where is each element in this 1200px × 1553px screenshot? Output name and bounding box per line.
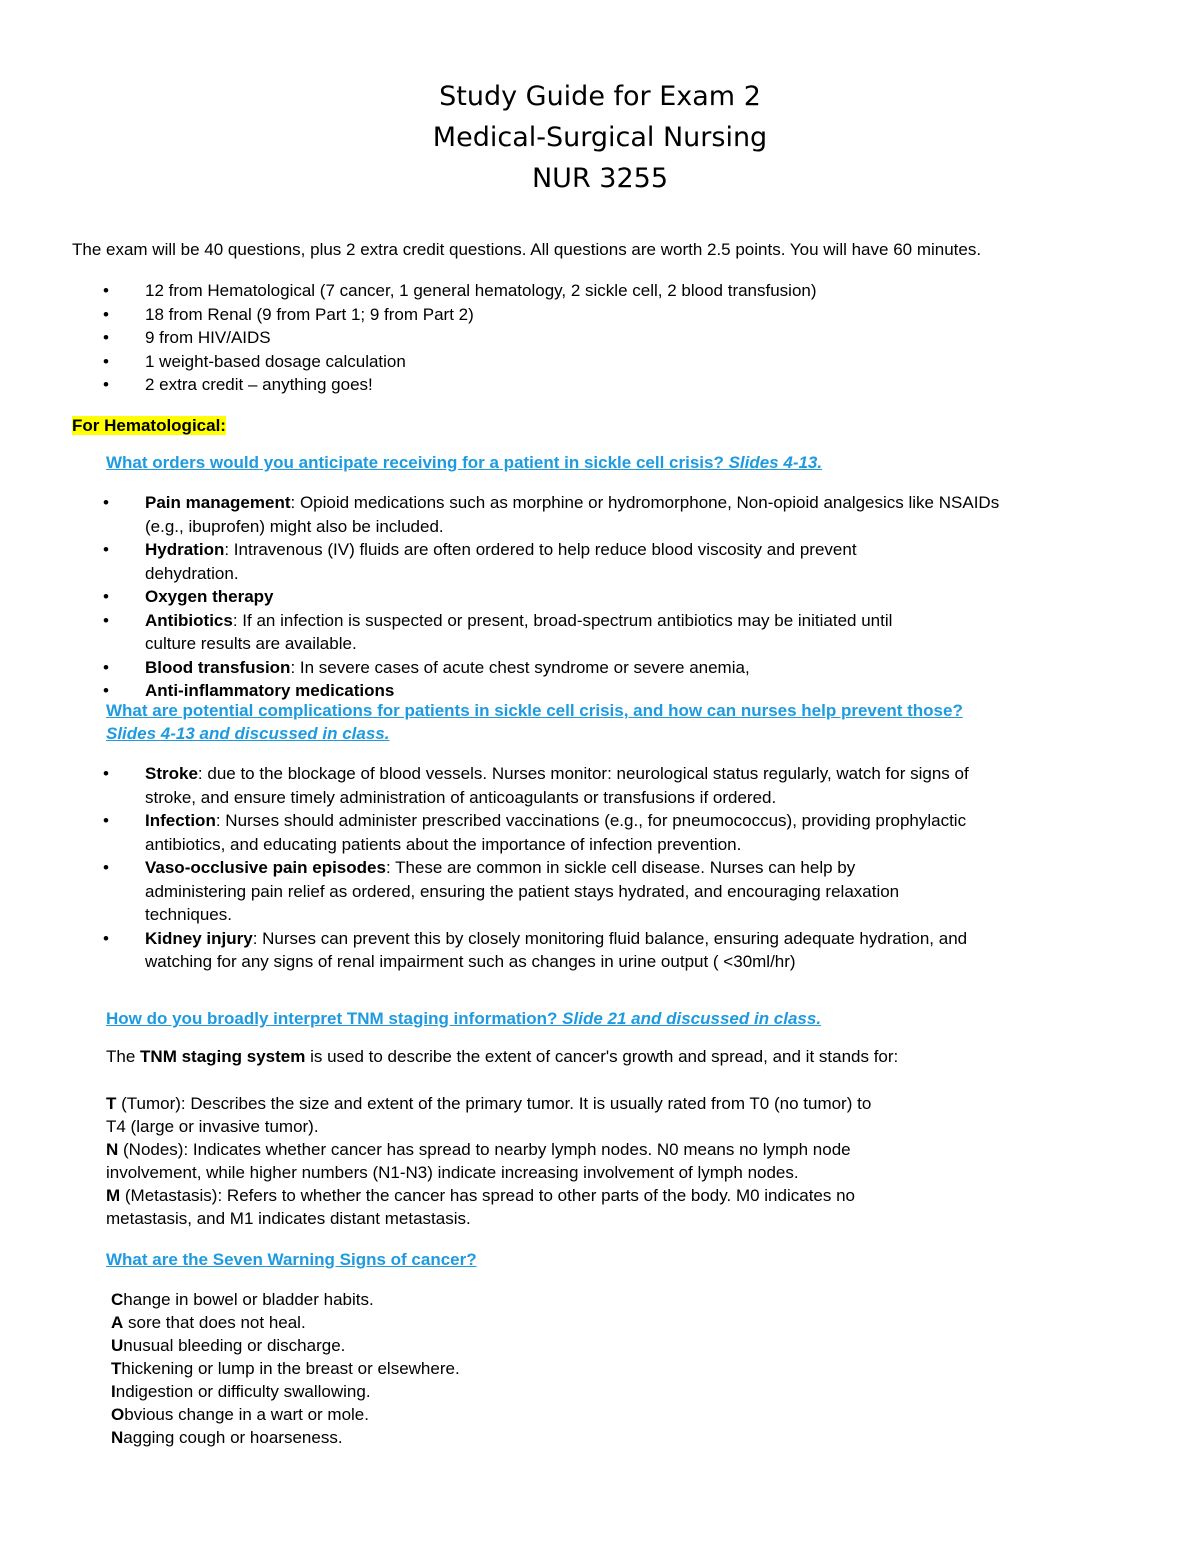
list-item bbox=[103, 762, 969, 809]
tnm-term: TNM staging system bbox=[140, 1047, 306, 1066]
tnm-intro-text: The bbox=[106, 1047, 141, 1066]
tnm-text-continued: T4 (large or invasive tumor). bbox=[106, 1117, 319, 1136]
item-term: Infection bbox=[145, 811, 216, 830]
list-item: • 18 from Renal (9 from Part 1; 9 from Part 2) bbox=[103, 303, 817, 327]
list-item bbox=[111, 1380, 460, 1403]
list-item bbox=[111, 1334, 460, 1357]
item-text-continued: techniques. bbox=[145, 905, 232, 924]
list-item: • 1 weight-based dosage calculation bbox=[103, 350, 817, 374]
list-item bbox=[103, 538, 999, 585]
list-item bbox=[111, 1288, 460, 1311]
list-item bbox=[111, 1311, 460, 1334]
tnm-intro-text: is used to describe the extent of cancer's growth and spread, and it stands for: bbox=[305, 1047, 899, 1066]
slide-reference: Slides 4-13. bbox=[728, 453, 823, 472]
item-text: : due to the blockage of blood vessels. Nurses monitor: neurological status regularly, watch for signs of bbox=[197, 764, 969, 783]
question-text: What orders would you anticipate receiving for a patient in sickle cell crisis? bbox=[106, 453, 729, 472]
section-heading-highlight: For Hematological: bbox=[72, 416, 226, 435]
question-text: What are the Seven Warning Signs of cancer? bbox=[106, 1250, 477, 1269]
tnm-letter: T bbox=[106, 1094, 117, 1113]
complications-list bbox=[103, 762, 969, 974]
tnm-item bbox=[106, 1092, 871, 1115]
item-text: : Nurses can prevent this by closely monitoring fluid balance, ensuring adequate hydration, and bbox=[252, 928, 968, 948]
list-item: • 12 from Hematological (7 cancer, 1 general hematology, 2 sickle cell, 2 blood transfusion) bbox=[103, 279, 817, 303]
tnm-text: (Metastasis): Refers to whether the cancer has spread to other parts of the body. M0 indicates no bbox=[120, 1186, 856, 1205]
question-warning-signs bbox=[106, 1248, 477, 1271]
item-term: Blood transfusion bbox=[145, 657, 291, 677]
tnm-text-continued: metastasis, and M1 indicates distant metastasis. bbox=[106, 1209, 471, 1228]
item-text: : Intravenous (IV) fluids are often ordered to help reduce blood viscosity and prevent bbox=[224, 540, 857, 559]
item-term: Anti-inflammatory medications bbox=[145, 681, 395, 700]
item-term: Pain management bbox=[145, 493, 291, 512]
list-item bbox=[103, 491, 999, 538]
sign-letter: N bbox=[111, 1428, 124, 1447]
document-title: Study Guide for Exam 2 bbox=[439, 81, 761, 112]
item-text: : Nurses should administer prescribed vaccinations (e.g., for pneumococcus), providing prophylactic bbox=[215, 811, 967, 830]
sign-letter: U bbox=[111, 1336, 124, 1355]
item-term: Hydration bbox=[145, 540, 225, 559]
item-term: Antibiotics bbox=[145, 610, 233, 630]
item-term: Vaso-occlusive pain episodes bbox=[145, 858, 386, 877]
slide-reference: Slides 4-13 and discussed in class. bbox=[106, 724, 390, 743]
sign-letter: I bbox=[111, 1382, 116, 1401]
orders-list bbox=[103, 491, 999, 703]
list-item bbox=[111, 1426, 460, 1449]
item-text: : Opioid medications such as morphine or hydromorphone, Non-opioid analgesics like NSAIDs bbox=[290, 493, 1000, 512]
sign-text: sore that does not heal. bbox=[123, 1313, 306, 1332]
tnm-text: (Nodes): Indicates whether cancer has spread to nearby lymph nodes. N0 means no lymph node bbox=[118, 1140, 851, 1159]
list-item: • 2 extra credit – anything goes! bbox=[103, 373, 817, 397]
title-block bbox=[0, 76, 1200, 199]
slide-reference: Slide 21 and discussed in class. bbox=[562, 1009, 822, 1028]
item-text: : These are common in sickle cell disease. Nurses can help by bbox=[385, 858, 856, 877]
warning-signs-list bbox=[111, 1288, 460, 1449]
tnm-letter: M bbox=[106, 1186, 121, 1205]
sign-text: hickening or lump in the breast or elsewhere. bbox=[121, 1359, 460, 1378]
exam-breakdown-list bbox=[103, 279, 817, 397]
tnm-definitions bbox=[106, 1092, 871, 1230]
tnm-text: (Tumor): Describes the size and extent of the primary tumor. It is usually rated from T0 (no tumor) to bbox=[116, 1094, 872, 1113]
item-term: Oxygen therapy bbox=[145, 587, 274, 606]
list-item bbox=[103, 809, 969, 856]
sign-text: bvious change in a wart or mole. bbox=[124, 1405, 369, 1424]
tnm-letter: N bbox=[106, 1140, 119, 1159]
document-subtitle: Medical-Surgical Nursing bbox=[432, 122, 768, 153]
sign-letter: C bbox=[111, 1290, 124, 1309]
question-text: How do you broadly interpret TNM staging information? bbox=[106, 1009, 563, 1028]
tnm-item bbox=[106, 1184, 871, 1207]
question-tnm bbox=[106, 1007, 821, 1030]
item-term: Kidney injury bbox=[145, 928, 253, 948]
tnm-item bbox=[106, 1138, 871, 1161]
list-item bbox=[103, 609, 999, 656]
list-item bbox=[103, 656, 999, 680]
item-text-continued: watching for any signs of renal impairment such as changes in urine output ( <30ml/hr) bbox=[145, 952, 796, 971]
item-text-continued: administering pain relief as ordered, ensuring the patient stays hydrated, and encouraging relaxation bbox=[145, 881, 900, 901]
list-item: • 9 from HIV/AIDS bbox=[103, 326, 817, 350]
course-code: NUR 3255 bbox=[531, 163, 668, 194]
section-heading bbox=[72, 414, 226, 437]
tnm-intro bbox=[106, 1045, 898, 1068]
sign-text: nusual bleeding or discharge. bbox=[123, 1336, 346, 1355]
question-complications bbox=[106, 699, 963, 745]
item-text-continued: (e.g., ibuprofen) might also be included. bbox=[145, 516, 444, 536]
exam-intro: The exam will be 40 questions, plus 2 extra credit questions. All questions are worth 2.5 points. You will have 60 minutes. bbox=[72, 240, 982, 259]
sign-text: agging cough or hoarseness. bbox=[123, 1428, 343, 1447]
item-term: Stroke bbox=[145, 764, 198, 783]
question-text: What are potential complications for patients in sickle cell crisis, and how can nurses help prevent those? bbox=[106, 701, 963, 720]
list-item bbox=[111, 1403, 460, 1426]
sign-text: hange in bowel or bladder habits. bbox=[123, 1290, 374, 1309]
list-item bbox=[103, 927, 969, 974]
sign-letter: A bbox=[111, 1313, 124, 1332]
item-text-continued: culture results are available. bbox=[145, 634, 357, 653]
list-item bbox=[103, 585, 999, 609]
item-text-continued: dehydration. bbox=[145, 563, 239, 583]
sign-text: ndigestion or difficulty swallowing. bbox=[115, 1382, 371, 1401]
item-text: : In severe cases of acute chest syndrome or severe anemia, bbox=[290, 657, 750, 677]
item-text-continued: antibiotics, and educating patients about the importance of infection prevention. bbox=[145, 834, 742, 854]
list-item bbox=[103, 856, 969, 927]
item-text-continued: stroke, and ensure timely administration of anticoagulants or transfusions if ordered. bbox=[145, 787, 777, 807]
sign-letter: T bbox=[111, 1359, 122, 1378]
sign-letter: O bbox=[111, 1405, 125, 1424]
list-item bbox=[111, 1357, 460, 1380]
question-sickle-cell-orders bbox=[106, 451, 822, 474]
tnm-text-continued: involvement, while higher numbers (N1-N3) indicate increasing involvement of lymph nodes. bbox=[106, 1163, 799, 1182]
item-text: : If an infection is suspected or present, broad-spectrum antibiotics may be initiated until bbox=[232, 610, 893, 630]
